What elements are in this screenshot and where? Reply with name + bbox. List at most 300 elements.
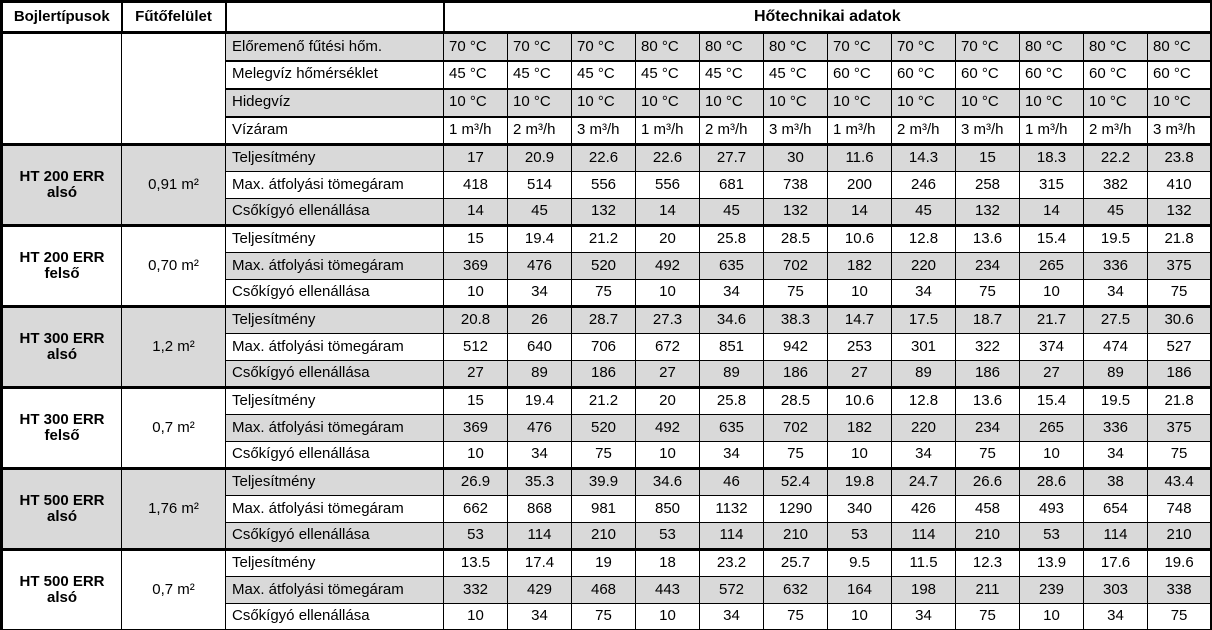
data-cell: 23.8: [1148, 145, 1212, 172]
data-cell: 702: [764, 253, 828, 280]
param-row: [2, 33, 1212, 61]
data-cell: 458: [956, 496, 1020, 523]
param-value-cell: 3 m³/h: [1148, 117, 1212, 145]
data-cell: 114: [892, 523, 956, 550]
param-value-cell: 1 m³/h: [828, 117, 892, 145]
data-cell: 468: [572, 577, 636, 604]
data-row: [2, 469, 1212, 496]
data-cell: 210: [956, 523, 1020, 550]
data-cell: 28.5: [764, 226, 828, 253]
data-cell: 10: [444, 280, 508, 307]
data-cell: 9.5: [828, 550, 892, 577]
param-value-cell: 10 °C: [636, 89, 700, 117]
data-cell: 239: [1020, 577, 1084, 604]
table-header-row: [2, 2, 1212, 33]
data-cell: 26.9: [444, 469, 508, 496]
data-cell: 132: [1148, 199, 1212, 226]
data-cell: 265: [1020, 253, 1084, 280]
data-cell: 186: [572, 361, 636, 388]
data-cell: 10: [828, 604, 892, 630]
data-cell: 851: [700, 334, 764, 361]
param-value-cell: 1 m³/h: [444, 117, 508, 145]
data-cell: 1290: [764, 496, 828, 523]
data-cell: 493: [1020, 496, 1084, 523]
data-cell: 418: [444, 172, 508, 199]
data-cell: 15: [444, 388, 508, 415]
param-value-cell: 2 m³/h: [1084, 117, 1148, 145]
data-cell: 75: [764, 442, 828, 469]
data-cell: 34: [700, 280, 764, 307]
param-value-cell: 10 °C: [1148, 89, 1212, 117]
param-value-cell: 10 °C: [828, 89, 892, 117]
data-cell: 35.3: [508, 469, 572, 496]
data-cell: 12.8: [892, 388, 956, 415]
data-cell: 850: [636, 496, 700, 523]
data-cell: 27: [1020, 361, 1084, 388]
param-value-cell: 10 °C: [956, 89, 1020, 117]
data-row: [2, 550, 1212, 577]
data-cell: 10: [828, 442, 892, 469]
data-cell: 20: [636, 226, 700, 253]
data-cell: 20.8: [444, 307, 508, 334]
data-cell: 28.7: [572, 307, 636, 334]
data-cell: 19.5: [1084, 388, 1148, 415]
param-value-cell: 70 °C: [572, 33, 636, 61]
data-cell: 19: [572, 550, 636, 577]
param-value-cell: 80 °C: [636, 33, 700, 61]
data-cell: 27: [828, 361, 892, 388]
data-cell: 114: [508, 523, 572, 550]
data-cell: 75: [1148, 442, 1212, 469]
data-cell: 474: [1084, 334, 1148, 361]
data-cell: 164: [828, 577, 892, 604]
data-cell: 14: [1020, 199, 1084, 226]
heating-surface-spacer: [122, 33, 226, 145]
param-value-cell: 60 °C: [1020, 61, 1084, 89]
param-value-cell: 3 m³/h: [956, 117, 1020, 145]
param-value-cell: 80 °C: [764, 33, 828, 61]
data-cell: 17.5: [892, 307, 956, 334]
data-cell: 336: [1084, 253, 1148, 280]
data-cell: 45: [700, 199, 764, 226]
data-cell: 426: [892, 496, 956, 523]
data-cell: 75: [1148, 604, 1212, 630]
main-header-thermal-data: Hőtechnikai adatok: [444, 2, 1212, 33]
data-cell: 654: [1084, 496, 1148, 523]
param-value-cell: 70 °C: [892, 33, 956, 61]
data-cell: 234: [956, 415, 1020, 442]
data-row-label: Csőkígyó ellenállása: [226, 604, 444, 630]
data-cell: 34: [1084, 280, 1148, 307]
param-value-cell: 80 °C: [1020, 33, 1084, 61]
data-cell: 28.6: [1020, 469, 1084, 496]
boiler-name-line2: felső: [44, 427, 80, 444]
data-cell: 332: [444, 577, 508, 604]
data-cell: 114: [700, 523, 764, 550]
param-value-cell: 70 °C: [444, 33, 508, 61]
data-cell: 10: [636, 280, 700, 307]
data-cell: 89: [1084, 361, 1148, 388]
data-row: [2, 226, 1212, 253]
boiler-name: [2, 550, 122, 630]
heating-surface-value: 1,76 m²: [122, 469, 226, 550]
data-cell: 13.6: [956, 226, 1020, 253]
data-cell: 868: [508, 496, 572, 523]
data-cell: 75: [1148, 280, 1212, 307]
data-cell: 75: [764, 604, 828, 630]
data-cell: 14: [828, 199, 892, 226]
data-cell: 10: [636, 604, 700, 630]
param-value-cell: 1 m³/h: [636, 117, 700, 145]
data-cell: 220: [892, 253, 956, 280]
data-cell: 89: [700, 361, 764, 388]
data-cell: 632: [764, 577, 828, 604]
boiler-name-line1: HT 500 ERR: [19, 572, 105, 590]
data-row-label: Csőkígyó ellenállása: [226, 442, 444, 469]
data-cell: 476: [508, 415, 572, 442]
data-cell: 338: [1148, 577, 1212, 604]
data-row-label: Csőkígyó ellenállása: [226, 523, 444, 550]
param-value-cell: 3 m³/h: [764, 117, 828, 145]
header-spacer-cell: [226, 2, 444, 33]
param-value-cell: 10 °C: [764, 89, 828, 117]
data-cell: 635: [700, 415, 764, 442]
data-cell: 410: [1148, 172, 1212, 199]
data-cell: 182: [828, 253, 892, 280]
data-cell: 369: [444, 253, 508, 280]
data-cell: 20.9: [508, 145, 572, 172]
data-cell: 34: [508, 280, 572, 307]
data-cell: 75: [956, 280, 1020, 307]
param-value-cell: 80 °C: [700, 33, 764, 61]
data-cell: 27: [444, 361, 508, 388]
data-cell: 26.6: [956, 469, 1020, 496]
data-cell: 34: [892, 442, 956, 469]
data-cell: 30.6: [1148, 307, 1212, 334]
data-cell: 672: [636, 334, 700, 361]
data-cell: 26: [508, 307, 572, 334]
boiler-name-line2: felső: [44, 265, 80, 282]
data-cell: 738: [764, 172, 828, 199]
data-cell: 43.4: [1148, 469, 1212, 496]
data-cell: 34: [700, 442, 764, 469]
boiler-name-line2: alsó: [46, 346, 77, 363]
table-body: [2, 33, 1212, 630]
data-cell: 520: [572, 415, 636, 442]
data-cell: 34: [508, 604, 572, 630]
data-cell: 253: [828, 334, 892, 361]
data-cell: 22.2: [1084, 145, 1148, 172]
data-cell: 369: [444, 415, 508, 442]
data-row-label: Max. átfolyási tömegáram: [226, 415, 444, 442]
data-cell: 15.4: [1020, 226, 1084, 253]
param-value-cell: 60 °C: [1084, 61, 1148, 89]
data-cell: 443: [636, 577, 700, 604]
data-cell: 45: [892, 199, 956, 226]
param-value-cell: 60 °C: [828, 61, 892, 89]
data-row-label: Teljesítmény: [226, 145, 444, 172]
data-cell: 18.7: [956, 307, 1020, 334]
data-cell: 15: [956, 145, 1020, 172]
data-cell: 18.3: [1020, 145, 1084, 172]
param-value-cell: 10 °C: [444, 89, 508, 117]
data-cell: 258: [956, 172, 1020, 199]
data-cell: 17: [444, 145, 508, 172]
data-row-label: Teljesítmény: [226, 388, 444, 415]
heating-surface-value: 0,7 m²: [122, 388, 226, 469]
data-cell: 53: [444, 523, 508, 550]
data-row-label: Max. átfolyási tömegáram: [226, 496, 444, 523]
boiler-name: [2, 226, 122, 307]
data-cell: 14: [636, 199, 700, 226]
param-value-cell: 10 °C: [700, 89, 764, 117]
data-cell: 23.2: [700, 550, 764, 577]
data-row-label: Max. átfolyási tömegáram: [226, 334, 444, 361]
data-cell: 34: [892, 604, 956, 630]
data-cell: 15: [444, 226, 508, 253]
data-row: [2, 145, 1212, 172]
data-cell: 17.6: [1084, 550, 1148, 577]
param-value-cell: 70 °C: [828, 33, 892, 61]
data-cell: 11.6: [828, 145, 892, 172]
data-cell: 20: [636, 388, 700, 415]
boiler-name-line1: HT 200 ERR: [19, 248, 105, 266]
data-cell: 981: [572, 496, 636, 523]
data-cell: 12.8: [892, 226, 956, 253]
param-value-cell: 80 °C: [1148, 33, 1212, 61]
param-value-cell: 45 °C: [700, 61, 764, 89]
param-row-label: Vízáram: [226, 117, 444, 145]
param-value-cell: 2 m³/h: [508, 117, 572, 145]
boiler-name: [2, 469, 122, 550]
boiler-name-line1: HT 500 ERR: [19, 491, 105, 509]
data-cell: 572: [700, 577, 764, 604]
data-row-label: Teljesítmény: [226, 226, 444, 253]
data-cell: 182: [828, 415, 892, 442]
data-cell: 520: [572, 253, 636, 280]
data-cell: 512: [444, 334, 508, 361]
data-cell: 211: [956, 577, 1020, 604]
data-cell: 21.2: [572, 226, 636, 253]
column-header-heating-surface: Fűtőfelület: [122, 2, 226, 33]
boiler-types-spacer: [2, 33, 122, 145]
data-cell: 10: [1020, 442, 1084, 469]
data-cell: 75: [956, 604, 1020, 630]
data-row-label: Csőkígyó ellenállása: [226, 361, 444, 388]
data-cell: 75: [572, 280, 636, 307]
data-cell: 34: [1084, 442, 1148, 469]
data-cell: 75: [764, 280, 828, 307]
data-cell: 336: [1084, 415, 1148, 442]
data-cell: 30: [764, 145, 828, 172]
data-cell: 1132: [700, 496, 764, 523]
data-cell: 681: [700, 172, 764, 199]
data-cell: 10: [636, 442, 700, 469]
data-cell: 322: [956, 334, 1020, 361]
data-cell: 114: [1084, 523, 1148, 550]
data-row: [2, 307, 1212, 334]
data-cell: 21.2: [572, 388, 636, 415]
data-cell: 34.6: [700, 307, 764, 334]
data-cell: 45: [1084, 199, 1148, 226]
data-cell: 301: [892, 334, 956, 361]
data-cell: 27.3: [636, 307, 700, 334]
data-cell: 34.6: [636, 469, 700, 496]
data-cell: 45: [508, 199, 572, 226]
boiler-name-line2: alsó: [46, 184, 77, 201]
param-value-cell: 45 °C: [572, 61, 636, 89]
param-value-cell: 10 °C: [892, 89, 956, 117]
data-cell: 662: [444, 496, 508, 523]
data-cell: 132: [764, 199, 828, 226]
data-cell: 492: [636, 253, 700, 280]
data-cell: 265: [1020, 415, 1084, 442]
data-row-label: Teljesítmény: [226, 550, 444, 577]
data-cell: 340: [828, 496, 892, 523]
param-row-label: Melegvíz hőmérséklet: [226, 61, 444, 89]
data-cell: 210: [1148, 523, 1212, 550]
data-cell: 10: [444, 442, 508, 469]
heating-surface-value: 0,91 m²: [122, 145, 226, 226]
boiler-name: [2, 388, 122, 469]
data-cell: 22.6: [636, 145, 700, 172]
data-cell: 53: [828, 523, 892, 550]
heating-surface-value: 0,70 m²: [122, 226, 226, 307]
data-cell: 10: [444, 604, 508, 630]
data-cell: 186: [1148, 361, 1212, 388]
heating-surface-value: 0,7 m²: [122, 550, 226, 630]
data-cell: 34: [1084, 604, 1148, 630]
data-cell: 10: [828, 280, 892, 307]
data-cell: 382: [1084, 172, 1148, 199]
param-value-cell: 45 °C: [508, 61, 572, 89]
data-cell: 132: [956, 199, 1020, 226]
data-cell: 132: [572, 199, 636, 226]
heating-surface-value: 1,2 m²: [122, 307, 226, 388]
data-cell: 21.8: [1148, 226, 1212, 253]
param-value-cell: 10 °C: [1020, 89, 1084, 117]
data-cell: 210: [764, 523, 828, 550]
data-cell: 24.7: [892, 469, 956, 496]
param-value-cell: 60 °C: [1148, 61, 1212, 89]
data-cell: 75: [572, 604, 636, 630]
param-value-cell: 2 m³/h: [700, 117, 764, 145]
boiler-name: [2, 307, 122, 388]
data-cell: 75: [572, 442, 636, 469]
data-cell: 19.8: [828, 469, 892, 496]
boiler-name-line2: alsó: [46, 589, 77, 606]
data-cell: 27.7: [700, 145, 764, 172]
data-cell: 25.8: [700, 388, 764, 415]
data-cell: 10: [1020, 280, 1084, 307]
data-cell: 303: [1084, 577, 1148, 604]
data-cell: 53: [636, 523, 700, 550]
data-cell: 10: [1020, 604, 1084, 630]
param-value-cell: 2 m³/h: [892, 117, 956, 145]
data-cell: 19.5: [1084, 226, 1148, 253]
data-cell: 635: [700, 253, 764, 280]
data-cell: 19.4: [508, 388, 572, 415]
data-row: [2, 388, 1212, 415]
data-row-label: Max. átfolyási tömegáram: [226, 253, 444, 280]
param-value-cell: 45 °C: [636, 61, 700, 89]
data-cell: 476: [508, 253, 572, 280]
data-cell: 38: [1084, 469, 1148, 496]
data-cell: 186: [764, 361, 828, 388]
data-row-label: Csőkígyó ellenállása: [226, 199, 444, 226]
data-cell: 13.6: [956, 388, 1020, 415]
param-row-label: Hidegvíz: [226, 89, 444, 117]
data-cell: 19.4: [508, 226, 572, 253]
data-row-label: Max. átfolyási tömegáram: [226, 577, 444, 604]
data-cell: 14.3: [892, 145, 956, 172]
data-cell: 527: [1148, 334, 1212, 361]
data-cell: 75: [956, 442, 1020, 469]
data-cell: 492: [636, 415, 700, 442]
data-cell: 210: [572, 523, 636, 550]
data-cell: 12.3: [956, 550, 1020, 577]
param-row-label: Előremenő fűtési hőm.: [226, 33, 444, 61]
data-cell: 375: [1148, 415, 1212, 442]
data-cell: 315: [1020, 172, 1084, 199]
data-cell: 220: [892, 415, 956, 442]
param-value-cell: 45 °C: [444, 61, 508, 89]
data-cell: 186: [956, 361, 1020, 388]
data-cell: 748: [1148, 496, 1212, 523]
data-cell: 13.9: [1020, 550, 1084, 577]
data-cell: 19.6: [1148, 550, 1212, 577]
data-row-label: Csőkígyó ellenállása: [226, 280, 444, 307]
param-value-cell: 60 °C: [892, 61, 956, 89]
data-cell: 18: [636, 550, 700, 577]
data-cell: 10.6: [828, 226, 892, 253]
data-cell: 14: [444, 199, 508, 226]
param-value-cell: 60 °C: [956, 61, 1020, 89]
data-cell: 246: [892, 172, 956, 199]
data-cell: 706: [572, 334, 636, 361]
boiler-name-line1: HT 300 ERR: [19, 329, 105, 347]
param-value-cell: 1 m³/h: [1020, 117, 1084, 145]
data-cell: 28.5: [764, 388, 828, 415]
data-cell: 200: [828, 172, 892, 199]
data-cell: 34: [892, 280, 956, 307]
data-cell: 21.7: [1020, 307, 1084, 334]
data-cell: 21.8: [1148, 388, 1212, 415]
boiler-name: [2, 145, 122, 226]
param-value-cell: 10 °C: [572, 89, 636, 117]
data-cell: 374: [1020, 334, 1084, 361]
data-cell: 27: [636, 361, 700, 388]
data-cell: 514: [508, 172, 572, 199]
param-value-cell: 70 °C: [956, 33, 1020, 61]
data-cell: 39.9: [572, 469, 636, 496]
data-cell: 17.4: [508, 550, 572, 577]
data-row-label: Teljesítmény: [226, 307, 444, 334]
data-cell: 89: [508, 361, 572, 388]
data-cell: 34: [508, 442, 572, 469]
boiler-name-line1: HT 200 ERR: [19, 167, 105, 185]
data-row-label: Teljesítmény: [226, 469, 444, 496]
data-cell: 34: [700, 604, 764, 630]
param-value-cell: 10 °C: [1084, 89, 1148, 117]
param-value-cell: 80 °C: [1084, 33, 1148, 61]
data-cell: 53: [1020, 523, 1084, 550]
data-cell: 556: [636, 172, 700, 199]
data-cell: 10.6: [828, 388, 892, 415]
data-row-label: Max. átfolyási tömegáram: [226, 172, 444, 199]
param-value-cell: 45 °C: [764, 61, 828, 89]
data-cell: 27.5: [1084, 307, 1148, 334]
